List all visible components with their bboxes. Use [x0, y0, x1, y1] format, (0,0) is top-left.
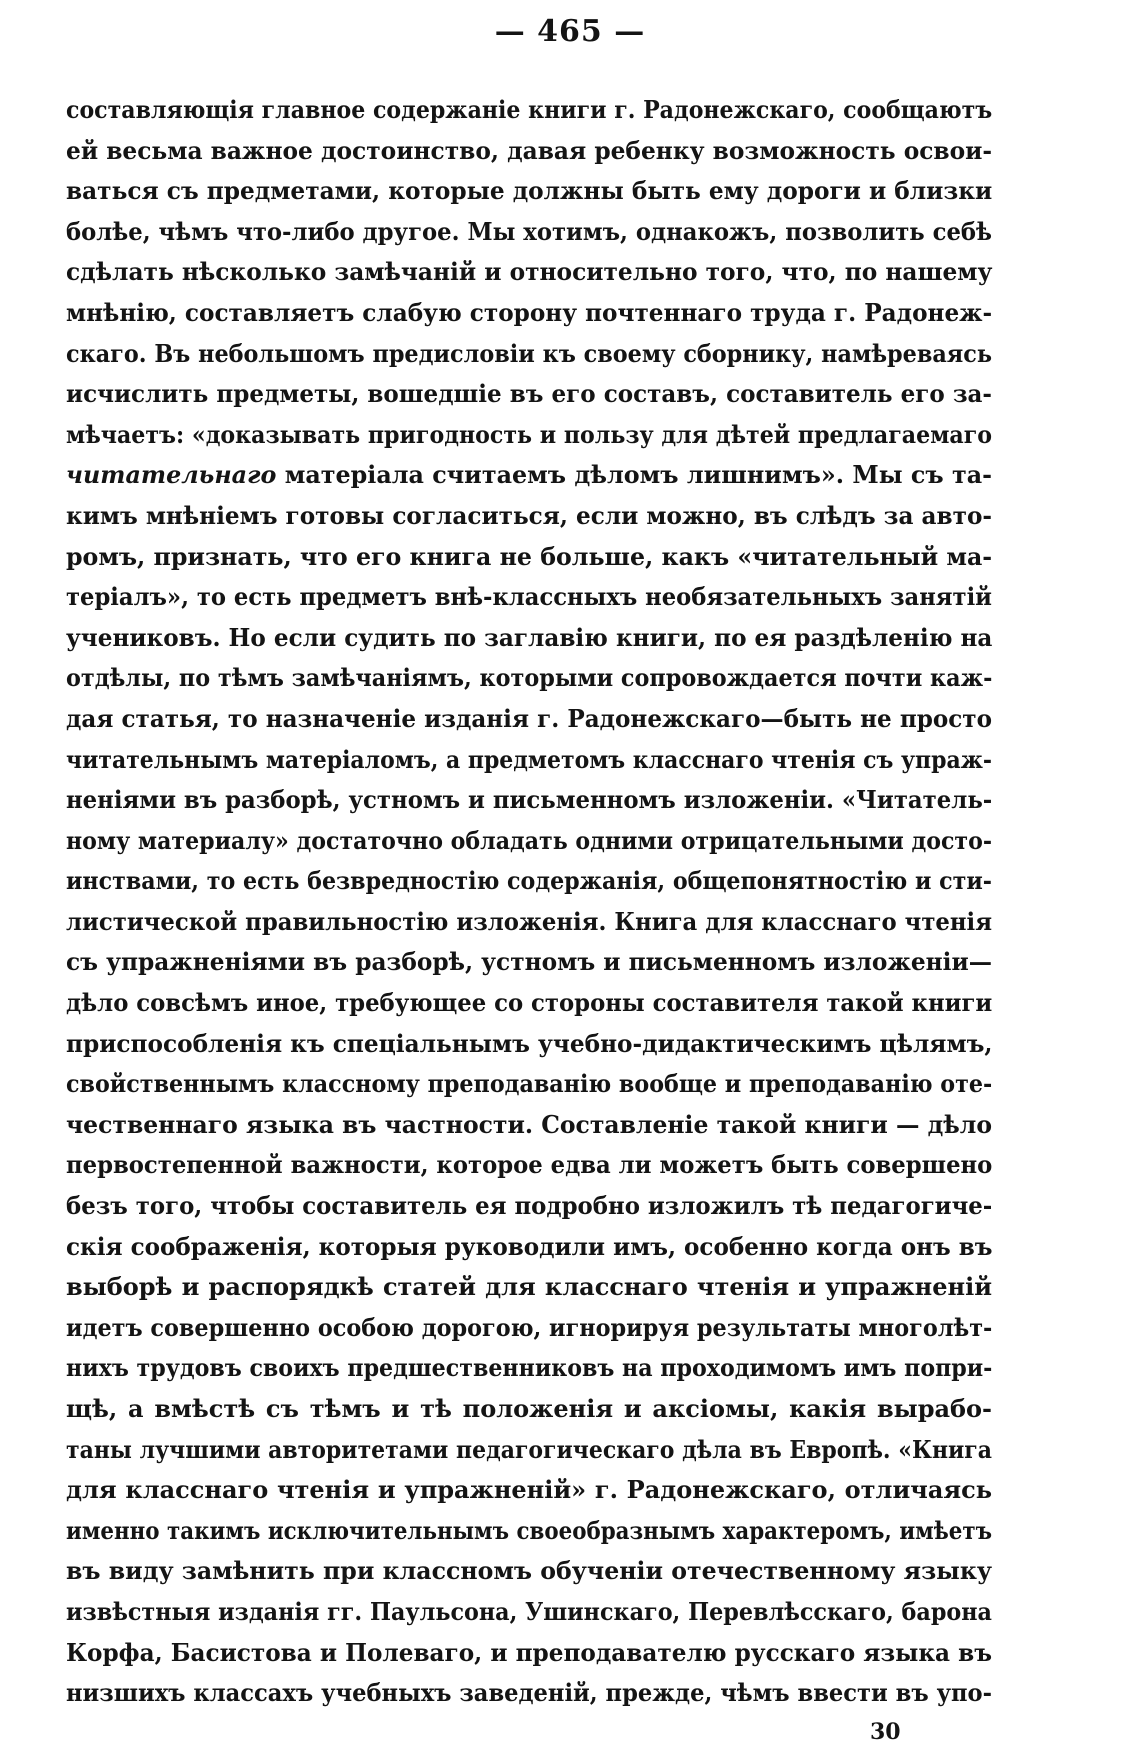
text-line: извѣстныя изданія гг. Паульсона, Ушинскаго, Перевлѣсскаго, барона [66, 1596, 992, 1626]
text-line: болѣе, чѣмъ что-либо другое. Мы хотимъ, однакожъ, позволить себѣ [66, 216, 992, 246]
text-line: таны лучшими авторитетами педагогическаго дѣла въ Европѣ. «Книга [66, 1434, 992, 1464]
text-line: щѣ, а вмѣстѣ съ тѣмъ и тѣ положенія и аксіомы, какія вырабо- [66, 1394, 992, 1423]
text-line: Корфа, Басистова и Полеваго, и преподавателю русскаго языка въ [66, 1637, 992, 1667]
body-text [66, 90, 992, 1714]
text-line: ному материалу» достаточно обладать одними отрицательными досто- [66, 825, 992, 855]
text-line: чественнаго языка въ частности. Составленіе такой книги — дѣло [66, 1109, 992, 1139]
text-line: отдѣлы, по тѣмъ замѣчаніямъ, которыми сопровождается почти каж- [66, 663, 993, 693]
text-line: выборѣ и распорядкѣ статей для класснаго чтенія и упражненій [66, 1272, 992, 1302]
text-line: читательнымъ матеріаломъ, а предметомъ класснаго чтенія съ упраж- [66, 744, 992, 774]
text-line: свойственнымъ классному преподаванію вообще и преподаванію оте- [66, 1069, 993, 1099]
text-line: безъ того, чтобы составитель ея подробно изложилъ тѣ педагогиче- [66, 1191, 993, 1221]
text-line: ромъ, признать, что его книга не больше, какъ «читательный ма- [66, 541, 993, 571]
text-line: листической правильностію изложенія. Книга для класснаго чтенія [66, 906, 992, 936]
text-line: ей весьма важное достоинство, давая ребенку возможность освои- [66, 135, 993, 165]
text-line: для класснаго чтенія и упражненій» г. Радонежскаго, отличаясь [66, 1475, 992, 1505]
text-line: низшихъ классахъ учебныхъ заведеній, прежде, чѣмъ ввести въ упо- [66, 1678, 992, 1708]
text-line: учениковъ. Но если судить по заглавію книги, по ея раздѣленію на [66, 622, 993, 652]
text-line: неніями въ разборѣ, устномъ и письменномъ изложеніи. «Читатель- [66, 785, 993, 815]
text-line: именно такимъ исключительнымъ своеобразнымъ характеромъ, имѣетъ [66, 1515, 992, 1545]
text-line: ваться съ предметами, которые должны быть ему дороги и близки [66, 176, 993, 206]
text-line: идетъ совершенно особою дорогою, игнорируя результаты многолѣт- [66, 1312, 993, 1342]
text-line: исчислить предметы, вошедшіе въ его составъ, составитель его за- [66, 379, 992, 409]
text-line: инствами, то есть безвредностію содержанія, общепонятностію и сти- [66, 866, 992, 896]
text-line: сдѣлать нѣсколько замѣчаній и относительно того, что, по нашему [66, 257, 993, 287]
signature-mark: 30 [870, 1719, 901, 1745]
text-line: мнѣнію, составляетъ слабую сторону почтеннаго труда г. Радонеж- [66, 297, 993, 327]
text-line-with-italic [66, 455, 992, 496]
text-line: въ виду замѣнить при классномъ обученіи отечественному языку [66, 1556, 992, 1586]
text-line: скія соображенія, которыя руководили имъ, особенно когда онъ въ [66, 1231, 993, 1261]
text-line: составляющія главное содержаніе книги г. Радонежскаго, сообщаютъ [66, 95, 993, 124]
text-line: мѣчаетъ: «доказывать пригодность и пользу для дѣтей предлагаемаго [66, 419, 993, 449]
page-number: — 465 — [494, 14, 646, 49]
text-line: теріалъ», то есть предметъ внѣ-классныхъ необязательныхъ занятій [66, 582, 992, 612]
text-line: приспособленія къ спеціальнымъ учебно-дидактическимъ цѣлямъ, [66, 1028, 993, 1058]
line-rest: матеріала считаемъ дѣломъ лишнимъ». Мы съ та- [276, 460, 992, 490]
text-line: съ упражненіями въ разборѣ, устномъ и письменномъ изложеніи— [66, 947, 992, 977]
text-line: дая статья, то назначеніе изданія г. Радонежскаго—быть не просто [66, 703, 992, 733]
text-line: нихъ трудовъ своихъ предшественниковъ на проходимомъ имъ попри- [66, 1353, 993, 1383]
text-line: кимъ мнѣніемъ готовы согласиться, если можно, въ слѣдъ за авто- [66, 500, 992, 530]
text-line: первостепенной важности, которое едва ли можетъ быть совершено [66, 1150, 993, 1180]
italic-word: читательнаго [66, 460, 277, 490]
text-line: дѣло совсѣмъ иное, требующее со стороны составителя такой книги [66, 988, 993, 1018]
text-line: скаго. Въ небольшомъ предисловіи къ своему сборнику, намѣреваясь [66, 338, 992, 368]
